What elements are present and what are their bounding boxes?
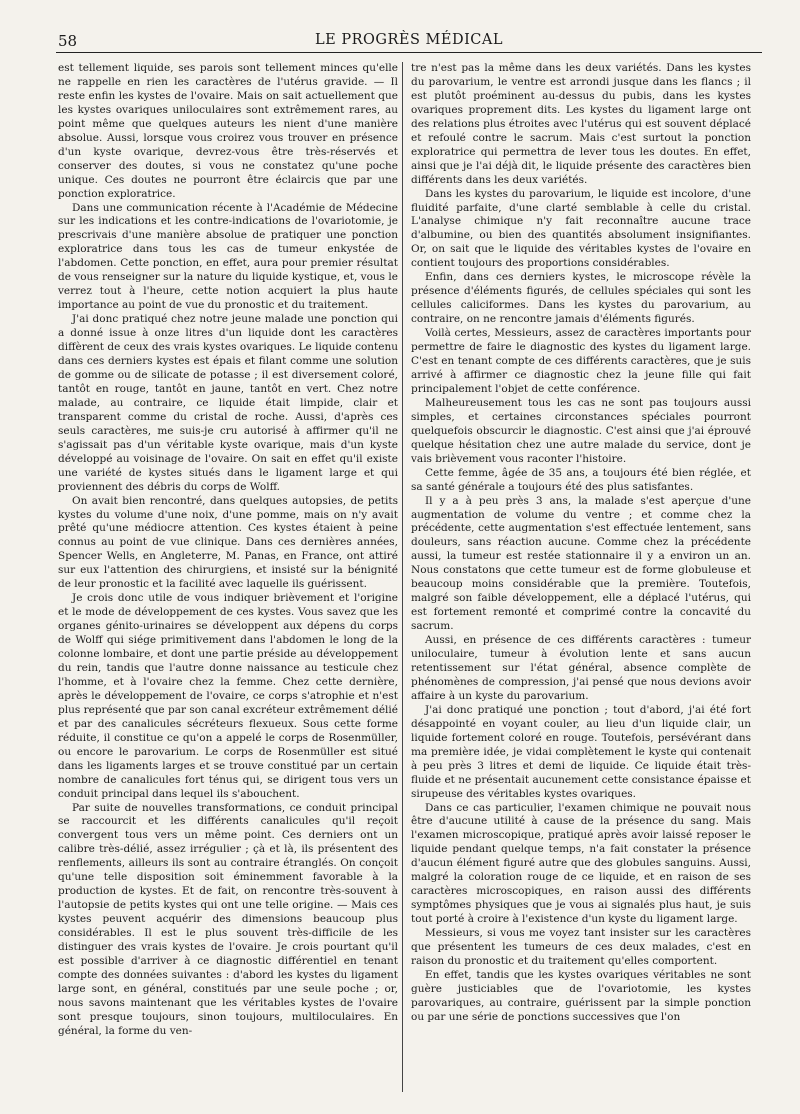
paragraph: Cette femme, âgée de 35 ans, a toujours été bien réglée, et sa santé générale a toujours été des plus satisfantes. bbox=[411, 466, 751, 493]
paragraph: Enfin, dans ces derniers kystes, le microscope révèle la présence d'éléments figurés, de cellules spéciales qui sont les cellules caliciformes. Dans les kystes du parovarium, au contraire, on ne rencontre jamais d'éléments figurés. bbox=[411, 271, 751, 326]
paragraph: tre n'est pas la même dans les deux variétés. Dans les kystes du parovarium, le ventre est arrondi jusque dans les flancs ; il est plutôt proéminent au-dessus du pubis, dans les kystes ovariques proprement dits. Les kystes du ligament large ont des relations plus étroites avec l'utérus qui est souvent déplacé et refoulé contre le sacrum. Mais c'est surtout la ponction exploratrice qui permettra de lever tous les doutes. En effet, ainsi que je l'ai déjà dit, le liquide présente des caractères bien différents dans les deux variétés. bbox=[411, 62, 751, 186]
paragraph: En effet, tandis que les kystes ovariques véritables ne sont guère justiciables que de l'ovariotomie, les kystes parovariques, au contraire, guérissent par la simple ponction ou par une série de ponctions successives que l'on bbox=[411, 968, 751, 1023]
paragraph: Par suite de nouvelles transformations, ce conduit principal se raccourcit et les différents canalicules qu'il reçoit convergent tous vers un même point. Ces derniers ont un calibre très-délié, assez irrégulier ; çà et là, ils présentent des renflements, ailleurs ils sont au contraire étranglés. On conçoit qu'une telle disposition soit éminemment favorable à la production de kystes. Et de fait, on rencontre très-souvent à l'autopsie de petits kystes qui ont une telle origine. — Mais ces kystes peuvent acquérir des dimensions beaucoup plus considérables. Il est le plus souvent très-difficile de les distinguer des vrais kystes de l'ovaire. Je crois pourtant qu'il est possible d'arriver à ce diagnostic différentiel en tenant compte des données suivantes : d'abord les kystes du ligament large sont, en général, constitués par une seule poche ; or, nous savons maintenant que les véritables kystes de l'ovaire sont presque toujours, sinon toujours, multiloculaires. En général, la forme du ven- bbox=[58, 801, 398, 1037]
paragraph: Dans ce cas particulier, l'examen chimique ne pouvait nous être d'aucune utilité à cause de la présence du sang. Mais l'examen microscopique, pratiqué après avoir laissé reposer le liquide pendant quelque temps, n'a fait constater la présence d'aucun élément figuré autre que des globules sanguins. Aussi, malgré la coloration rouge de ce liquide, et en raison de ses caractères microscopiques, en raison aussi des différents symptômes physiques que je vous ai signalés plus haut, je suis tout porté à croire à l'existence d'un kyste du ligament large. bbox=[411, 801, 751, 926]
paragraph: J'ai donc pratiqué chez notre jeune malade une ponction qui a donné issue à onze litres d'un liquide dont les caractères diffèrent de ceux des vrais kystes ovariques. Le liquide contenu dans ces derniers kystes est épais et filant comme une solution de gomme ou de silicate de potasse ; il est diversement coloré, tantôt en rouge, tantôt en jaune, tantôt en vert. Chez notre malade, au contraire, ce liquide était limpide, clair et transparent comme du cristal de roche. Aussi, d'après ces seuls caractères, me suis-je cru autorisé à affirmer qu'il ne s'agissait pas d'un véritable kyste ovarique, mais d'un kyste développé au voisinage de l'ovaire. On sait en effet qu'il existe une variété de kystes situés dans le ligament large et qui proviennent des débris du corps de Wolff. bbox=[58, 313, 398, 493]
paragraph: Il y a à peu près 3 ans, la malade s'est aperçue d'une augmentation de volume du ventre ; et comme chez la précédente, cette augmentation s'est effectuée lentement, sans douleurs, sans réaction aucune. Comme chez la précédente aussi, la tumeur est restée stationnaire il y a environ un an. Nous constatons que cette tumeur est de forme globuleuse et beaucoup moins considérable que la première. Toutefois, malgré son faible développement, elle a déplacé l'utérus, qui est fortement remonté et comprimé contre la concavité du sacrum. bbox=[411, 494, 751, 633]
column-divider bbox=[402, 62, 403, 1092]
paragraph: Aussi, en présence de ces différents caractères : tumeur uniloculaire, tumeur à évolution lente et sans aucun retentissement sur l'état général, absence complète de phénomènes de compression, j'ai pensé que nous devions avoir affaire à un kyste du parovarium. bbox=[411, 634, 751, 702]
left-column bbox=[58, 62, 398, 1039]
paragraph: est tellement liquide, ses parois sont tellement minces qu'elle ne rappelle en rien les caractères de l'utérus gravide. — Il reste enfin les kystes de l'ovaire. Mais on sait actuellement que les kystes ovariques uniloculaires sont extrêmement rares, au point même que quelques auteurs les nient d'une manière absolue. Aussi, lorsque vous croirez vous trouver en présence d'un kyste ovarique, devrez-vous être très-réservés et conserver des doutes, si vous ne constatez qu'une poche unique. Ces doutes ne pourront être éclaircis que par une ponction exploratrice. bbox=[58, 62, 398, 200]
paragraph: Messieurs, si vous me voyez tant insister sur les caractères que présentent les tumeurs de ces deux malades, c'est en raison du pronostic et du traitement qu'elles comportent. bbox=[411, 927, 751, 967]
paragraph: Voilà certes, Messieurs, assez de caractères importants pour permettre de faire le diagnostic des kystes du ligament large. C'est en tenant compte de ces différents caractères, que je suis arrivé à affirmer ce diagnostic chez la jeune fille qui fait principalement l'objet de cette conférence. bbox=[411, 327, 751, 395]
right-column bbox=[411, 62, 751, 1025]
page-number: 58 bbox=[58, 32, 78, 50]
paragraph: J'ai donc pratiqué une ponction ; tout d'abord, j'ai été fort désappointé en voyant couler, au lieu d'un liquide clair, un liquide fortement coloré en rouge. Toutefois, persévérant dans ma première idée, je vidai complètement le kyste qui contenait à peu près 3 litres et demi de liquide. Ce liquide était très-fluide et ne présentait aucunement cette consistance épaisse et sirupeuse des véritables kystes ovariques. bbox=[411, 703, 751, 800]
paragraph: Malheureusement tous les cas ne sont pas toujours aussi simples, et certaines circonstances spéciales pourront quelquefois obscurcir le diagnostic. C'est ainsi que j'ai éprouvé quelque hésitation chez une autre malade du service, dont je vais brièvement vous raconter l'histoire. bbox=[411, 396, 751, 465]
article-body bbox=[56, 62, 762, 1094]
paragraph: Je crois donc utile de vous indiquer brièvement et l'origine et le mode de développement de ces kystes. Vous savez que les organes génito-urinaires se développent aux dépens du corps de Wolff qui siége primitivement dans l'abdomen le long de la colonne lombaire, et dont une partie préside au développement du rein, tandis que l'autre donne naissance au testicule chez l'homme, et à l'ovaire chez la femme. Chez cette dernière, après le développement de l'ovaire, ce corps s'atrophie et n'est plus représenté que par son canal excréteur extrêmement délié et par des canalicules sécréteurs flexueux. Sous cette forme réduite, il constitue ce qu'on a appelé le corps de Rosenmüller, ou encore le parovarium. Le corps de Rosenmüller est situé dans les ligaments larges et se trouve constitué par un certain nombre de canalicules fort ténus qui, se dirigent tous vers un conduit principal dans lequel ils s'abouchent. bbox=[58, 592, 398, 800]
page-header bbox=[56, 30, 762, 53]
paragraph: On avait bien rencontré, dans quelques autopsies, de petits kystes du volume d'une noix, d'une pomme, mais on n'y avait prêté qu'une médiocre attention. Ces kystes étaient à peine connus au point de vue clinique. Dans ces dernières années, Spencer Wells, en Angleterre, M. Panas, en France, ont attiré sur eux l'attention des chirurgiens, et insisté sur la bénignité de leur pronostic et la facilité avec laquelle ils guérissent. bbox=[58, 494, 398, 591]
journal-title: LE PROGRÈS MÉDICAL bbox=[315, 32, 503, 48]
paragraph: Dans une communication récente à l'Académie de Médecine sur les indications et les contre-indications de l'ovariotomie, je prescrivais d'une manière absolue de pratiquer une ponction exploratrice dans tous les cas de tumeur enkystée de l'abdomen. Cette ponction, en effet, aura pour premier résultat de vous renseigner sur la nature du liquide kystique, et, vous le verrez tout à l'heure, cette notion acquiert la plus haute importance au point de vue du pronostic et du traitement. bbox=[58, 201, 398, 312]
paragraph: Dans les kystes du parovarium, le liquide est incolore, d'une fluidité parfaite, d'une clarté semblable à celle du cristal. L'analyse chimique n'y fait reconnaître aucune trace d'albumine, ou bien des quantités absolument insignifiantes. Or, on sait que le liquide des véritables kystes de l'ovaire en contient toujours des proportions considérables. bbox=[411, 187, 751, 270]
